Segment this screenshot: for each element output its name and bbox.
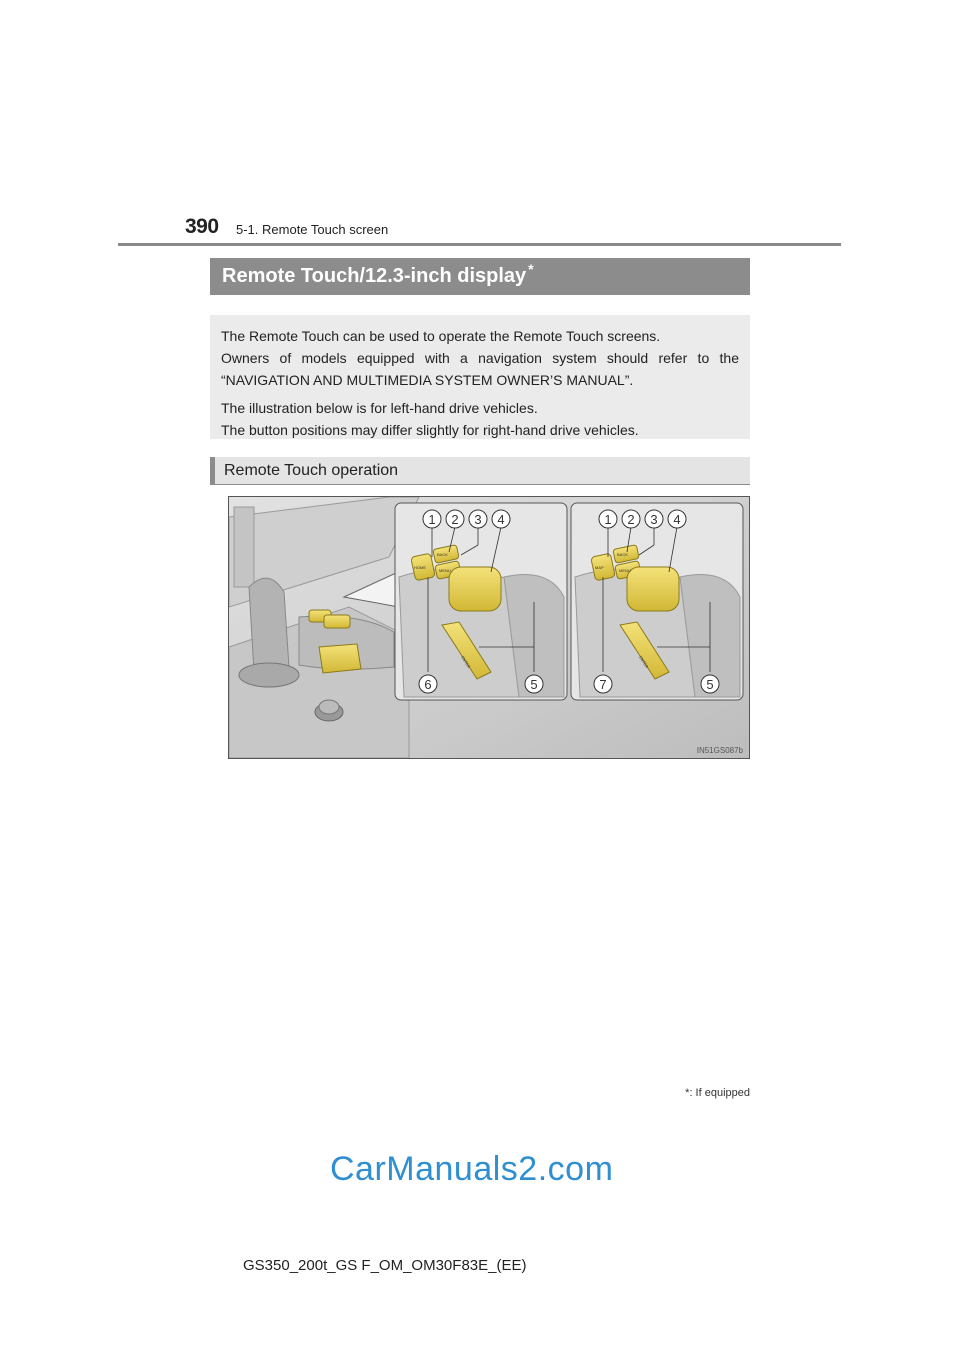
intro-line-3: The illustration below is for left-hand drive vehicles. (221, 400, 538, 416)
asterisk-mark: * (528, 261, 534, 277)
figure-code: IN51GS087b (696, 746, 743, 755)
callout-left-6: 6 (424, 677, 432, 692)
console-background (229, 497, 419, 758)
intro-line-4: The button positions may differ slightly for right-hand drive vehicles. (221, 422, 639, 438)
callout-left-4: 4 (497, 512, 505, 527)
back-button-label-right: BACK (617, 552, 628, 557)
callout-right-3: 3 (650, 512, 658, 527)
inset-left (395, 503, 567, 700)
document-id: GS350_200t_GS F_OM_OM30F83E_(EE) (243, 1257, 527, 1274)
callout-right-4: 4 (673, 512, 681, 527)
main-heading-text: Remote Touch/12.3-inch display (222, 265, 527, 287)
footnote-text: : If equipped (689, 1087, 750, 1099)
watermark: CarManuals2.com (330, 1150, 614, 1188)
menu-button-label-left: MENU (439, 568, 451, 573)
callout-left-2: 2 (451, 512, 459, 527)
callout-right-1: 1 (604, 512, 612, 527)
callout-left-1: 1 (428, 512, 436, 527)
map-button-label: MAP (595, 565, 604, 570)
enter-button-label-right: ENTER (638, 654, 650, 670)
inset-right (571, 503, 743, 700)
callout-right-7: 7 (599, 677, 607, 692)
enter-button-label-left: ENTER (460, 654, 472, 670)
header-rule (118, 243, 841, 246)
home-button-label: HOME (414, 565, 426, 570)
menu-button-label-right: MENU (619, 568, 631, 573)
callout-left-5: 5 (530, 677, 538, 692)
remote-touch-illustration (228, 496, 750, 759)
callout-left-3: 3 (474, 512, 482, 527)
back-button-label-left: BACK (437, 552, 448, 557)
callout-right-5: 5 (706, 677, 714, 692)
callout-right-2: 2 (627, 512, 635, 527)
sub-heading: Remote Touch operation (210, 457, 750, 485)
section-label: 5-1. Remote Touch screen (236, 222, 389, 237)
intro-box (210, 315, 750, 439)
footnote (620, 1087, 750, 1099)
intro-line-2: Owners of models equipped with a navigation system should refer to the “NAVIGATION AND MULTIMEDIA SYSTEM OWNER’S MANUAL”. (221, 350, 739, 388)
main-heading (210, 258, 750, 295)
intro-line-1: The Remote Touch can be used to operate the Remote Touch screens. (221, 328, 661, 344)
footnote-mark: * (685, 1087, 690, 1099)
illustration-svg (229, 497, 749, 758)
page-number: 390 (185, 215, 219, 238)
